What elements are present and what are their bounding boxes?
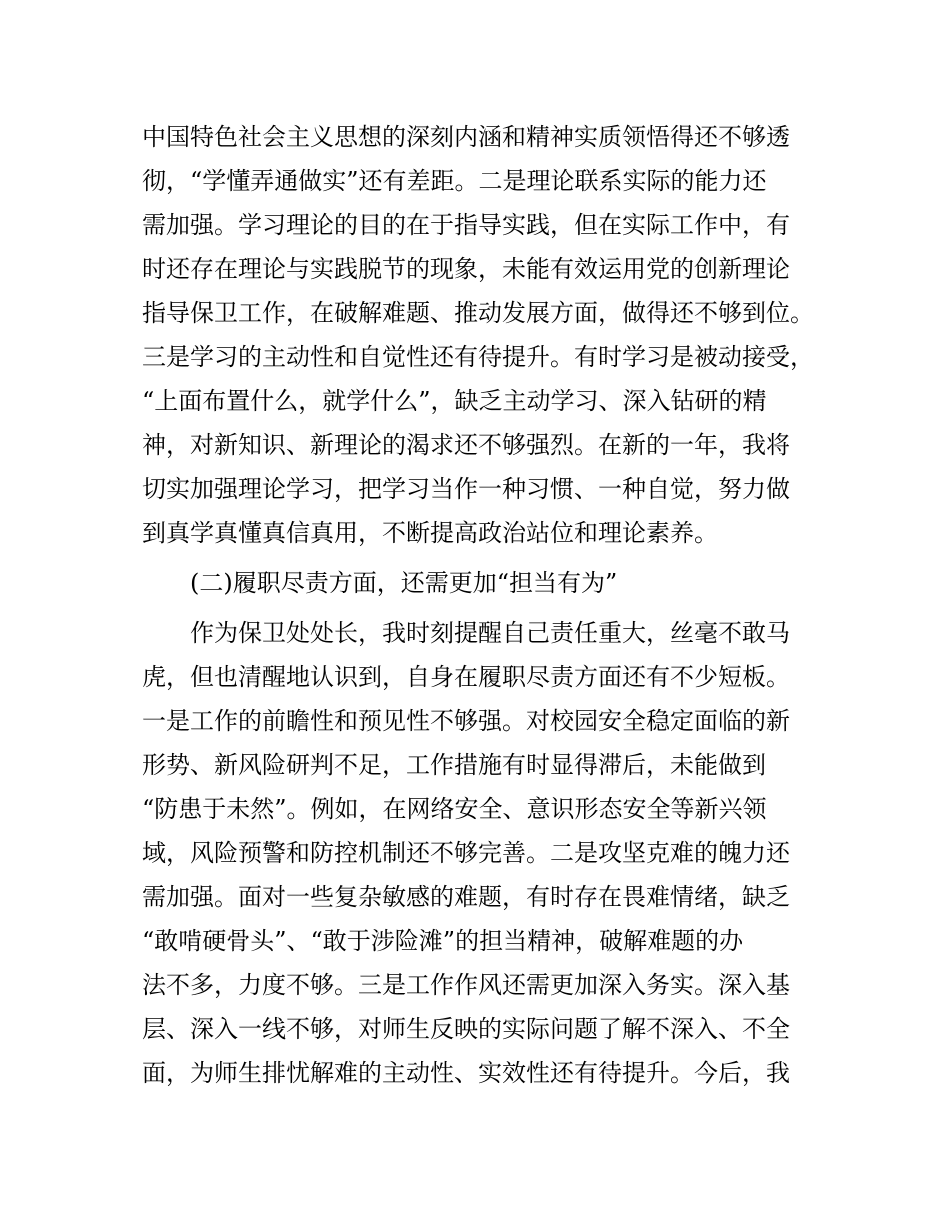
text-line: 形势、新风险研判不足，工作措施有时显得滞后，未能做到 <box>142 751 766 779</box>
text-line: “防患于未然”。例如，在网络安全、意识形态安全等新兴领 <box>142 795 767 823</box>
text-line: 时还存在理论与实践脱节的现象，未能有效运用党的创新理论 <box>142 255 790 283</box>
text-line: 虎，但也清醒地认识到，自身在履职尽责方面还有不少短板。 <box>142 663 790 691</box>
text-line: 中国特色社会主义思想的深刻内涵和精神实质领悟得还不够透 <box>142 123 790 151</box>
text-line: 需加强。学习理论的目的在于指导实践，但在实际工作中，有 <box>142 211 790 239</box>
text-line: 面，为师生排忧解难的主动性、实效性还有待提升。今后，我 <box>142 1059 790 1087</box>
text-line: 彻，“学懂弄通做实”还有差距。二是理论联系实际的能力还 <box>142 167 767 195</box>
text-line: 切实加强理论学习，把学习当作一种习惯、一种自觉，努力做 <box>142 475 790 503</box>
section-heading: (二)履职尽责方面，还需更加“担当有为” <box>190 569 618 597</box>
text-line: 神，对新知识、新理论的渴求还不够强烈。在新的一年，我将 <box>142 431 790 459</box>
text-line: 三是学习的主动性和自觉性还有待提升。有时学习是被动接受， <box>142 343 814 371</box>
text-line: “敢啃硬骨头”、“敢于涉险滩”的担当精神，破解难题的办 <box>142 927 744 955</box>
text-line: 作为保卫处处长，我时刻提醒自己责任重大，丝毫不敢马 <box>190 619 790 647</box>
text-line: 法不多，力度不够。三是工作作风还需更加深入务实。深入基 <box>142 971 790 999</box>
text-line: 指导保卫工作，在破解难题、推动发展方面，做得还不够到位。 <box>142 299 814 327</box>
text-line: 到真学真懂真信真用，不断提高政治站位和理论素养。 <box>142 519 718 547</box>
text-line: 一是工作的前瞻性和预见性不够强。对校园安全稳定面临的新 <box>142 707 790 735</box>
text-line: 需加强。面对一些复杂敏感的难题，有时存在畏难情绪，缺乏 <box>142 883 790 911</box>
text-line: “上面布置什么，就学什么”，缺乏主动学习、深入钻研的精 <box>142 387 767 415</box>
text-line: 层、深入一线不够，对师生反映的实际问题了解不深入、不全 <box>142 1015 790 1043</box>
text-line: 域，风险预警和防控机制还不够完善。二是攻坚克难的魄力还 <box>142 839 790 867</box>
